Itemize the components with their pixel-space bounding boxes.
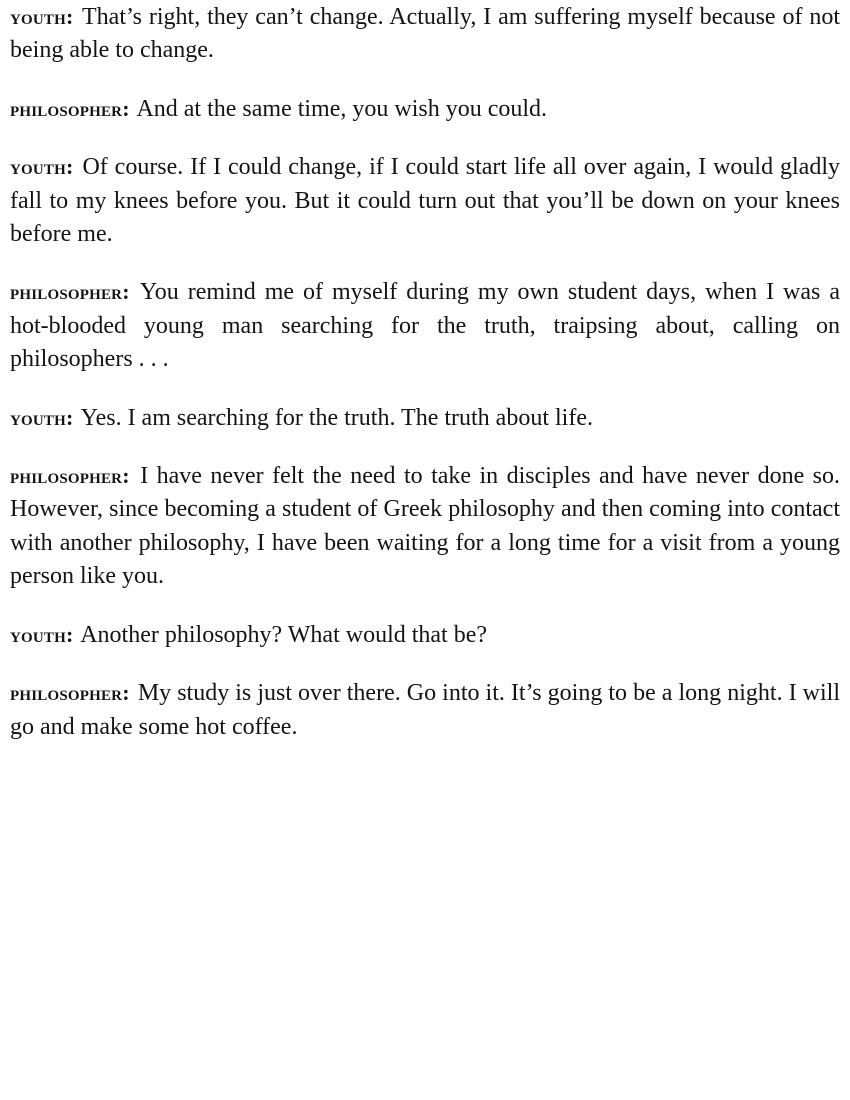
dialogue-text: Of course. If I could change, if I could start life all over again, I would gladly fall to my knees before you. But it could turn out that you’ll be down on your knees before me. xyxy=(10,154,840,248)
dialogue-text: Another philosophy? What would that be? xyxy=(80,621,488,648)
dialogue-line xyxy=(10,150,840,251)
dialogue-text: Yes. I am searching for the truth. The truth about life. xyxy=(80,404,593,431)
dialogue-line xyxy=(10,92,840,126)
dialogue-line xyxy=(10,618,840,652)
speaker-label: philosopher: xyxy=(10,95,130,121)
dialogue-text: My study is just over there. Go into it. It’s going to be a long night. I will go and make some hot coffee. xyxy=(10,680,840,740)
speaker-label: philosopher: xyxy=(10,680,130,706)
speaker-label: youth: xyxy=(10,4,74,29)
dialogue-text: You remind me of myself during my own student days, when I was a hot-blooded young man searching for the truth, traipsing about, calling on philosophers . . . xyxy=(10,279,841,373)
dialogue-line xyxy=(10,676,840,744)
speaker-label: youth: xyxy=(10,404,74,430)
dialogue-line xyxy=(10,275,840,376)
speaker-label: youth: xyxy=(10,154,74,180)
dialogue-page xyxy=(10,0,840,744)
speaker-label: philosopher: xyxy=(10,463,130,489)
dialogue-text: That’s right, they can’t change. Actually, I am suffering myself because of not being able to change. xyxy=(10,4,841,64)
dialogue-line xyxy=(10,459,840,594)
dialogue-text: And at the same time, you wish you could. xyxy=(136,95,548,122)
dialogue-line xyxy=(10,401,840,435)
speaker-label: philosopher: xyxy=(10,279,130,305)
dialogue-line xyxy=(10,0,840,68)
dialogue-text: I have never felt the need to take in disciples and have never done so. However, since becoming a student of Greek philosophy and then coming into contact with another philosophy, I have been waiting for a long time for a visit from a young person like you. xyxy=(10,463,840,590)
speaker-label: youth: xyxy=(10,621,74,647)
